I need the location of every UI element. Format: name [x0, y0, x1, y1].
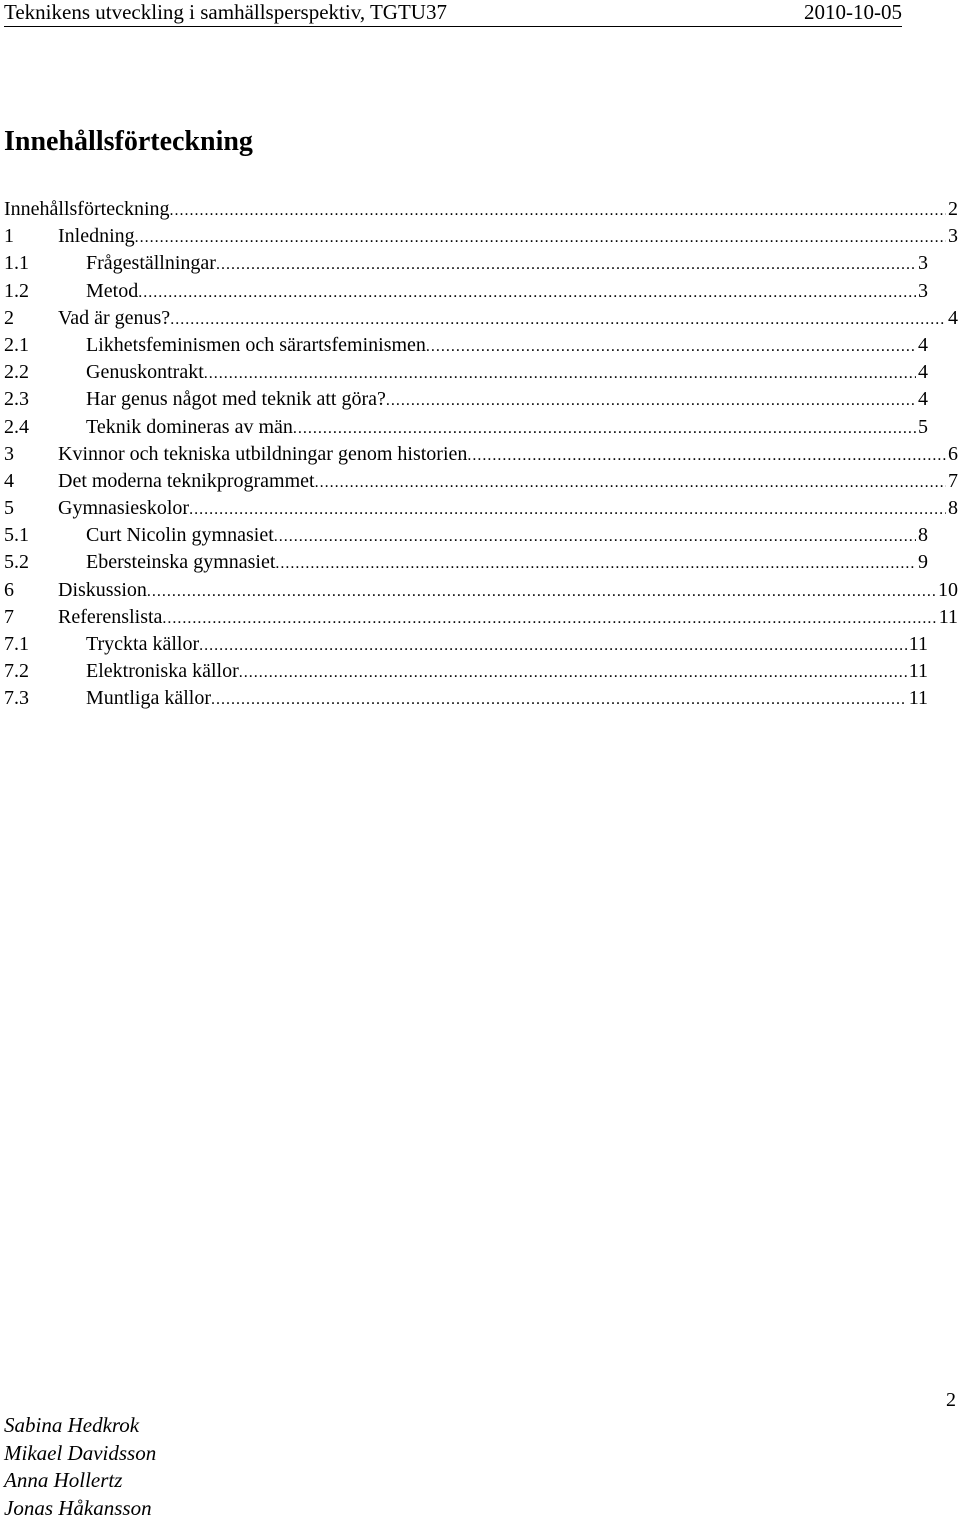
- toc-entry-title: Curt Nicolin gymnasiet: [86, 522, 274, 549]
- toc-entry[interactable]: [4, 658, 958, 685]
- toc-dot-leader: [147, 578, 936, 604]
- toc-entry-title: Har genus något med teknik att göra?: [86, 386, 386, 413]
- toc-entry[interactable]: [4, 196, 958, 223]
- toc-entry-title: Teknik domineras av män: [86, 414, 293, 441]
- toc-entry[interactable]: [4, 577, 958, 604]
- toc-entry-title: Genuskontrakt: [86, 359, 204, 386]
- toc-entry-line: [4, 468, 958, 495]
- toc-entry-title: Kvinnor och tekniska utbildningar genom historien: [58, 441, 467, 468]
- toc-entry[interactable]: [4, 250, 958, 277]
- page-number: 2: [946, 1388, 956, 1412]
- toc-dot-leader: [467, 442, 946, 468]
- toc-entry[interactable]: [4, 495, 958, 522]
- toc-entry-title: Likhetsfeminismen och särartsfeminismen: [86, 332, 426, 359]
- toc-dot-leader: [315, 469, 946, 495]
- toc-entry-page: 10: [936, 577, 958, 604]
- toc-entry-title: Inledning: [58, 223, 135, 250]
- toc-entry-number: 3: [4, 441, 14, 468]
- toc-entry[interactable]: [4, 305, 958, 332]
- toc-dot-leader: [138, 279, 916, 305]
- toc-entry-line: [4, 658, 928, 685]
- toc-entry-line: [4, 223, 958, 250]
- toc-entry-line: [4, 250, 928, 277]
- author-name: Mikael Davidsson: [4, 1440, 156, 1468]
- toc-entry-title: Frågeställningar: [86, 250, 216, 277]
- toc-dot-leader: [135, 224, 946, 250]
- toc-entry-title: Muntliga källor: [86, 685, 211, 712]
- toc-dot-leader: [216, 251, 916, 277]
- toc-entry-title: Gymnasieskolor: [58, 495, 189, 522]
- toc-entry-number: 4: [4, 468, 14, 495]
- toc-dot-leader: [293, 415, 916, 441]
- toc-dot-leader: [275, 550, 916, 576]
- toc-entry-line: [4, 386, 928, 413]
- page-header: [4, 0, 902, 27]
- toc-entry-line: [4, 441, 958, 468]
- toc-entry-page: 7: [946, 468, 958, 495]
- toc-entry-line: [4, 414, 928, 441]
- toc-entry-number: 5.1: [4, 522, 29, 549]
- toc-entry-page: 4: [916, 359, 928, 386]
- toc-entry-number: 2.1: [4, 332, 29, 359]
- toc-entry-line: [4, 522, 928, 549]
- toc-entry-title: Metod: [86, 278, 138, 305]
- toc-entry-number: 2.3: [4, 386, 29, 413]
- toc-entry[interactable]: [4, 441, 958, 468]
- toc-entry-line: [4, 685, 928, 712]
- toc-entry-title: Det moderna teknikprogrammet: [58, 468, 315, 495]
- toc-entry-number: 7.3: [4, 685, 29, 712]
- toc-entry-number: 1: [4, 223, 14, 250]
- toc-entry-number: 2: [4, 305, 14, 332]
- toc-dot-leader: [170, 197, 947, 223]
- toc-entry-page: 8: [946, 495, 958, 522]
- author-name: Anna Hollertz: [4, 1467, 156, 1495]
- toc-entry-number: 1.1: [4, 250, 29, 277]
- toc-heading: Innehållsförteckning: [4, 124, 253, 160]
- toc-entry[interactable]: [4, 414, 958, 441]
- toc-entry-page: 2: [946, 196, 958, 223]
- toc-entry-number: 7: [4, 604, 14, 631]
- toc-entry-page: 8: [916, 522, 928, 549]
- toc-entry-page: 4: [916, 332, 928, 359]
- toc-entry-page: 11: [907, 658, 928, 685]
- toc-entry-number: 5.2: [4, 549, 29, 576]
- toc-entry-title: Ebersteinska gymnasiet: [86, 549, 275, 576]
- toc-entry[interactable]: [4, 359, 958, 386]
- toc-entry-page: 5: [916, 414, 928, 441]
- toc-entry-page: 11: [907, 685, 928, 712]
- toc-entry-number: 2.4: [4, 414, 29, 441]
- toc-dot-leader: [199, 632, 907, 658]
- toc-entry-line: [4, 604, 958, 631]
- toc-entry-page: 3: [946, 223, 958, 250]
- toc-dot-leader: [239, 659, 907, 685]
- toc-entry-page: 11: [907, 631, 928, 658]
- toc-entry[interactable]: [4, 522, 958, 549]
- header-course-title: Teknikens utveckling i samhällsperspektiv, TGTU37: [4, 0, 447, 24]
- toc-entry[interactable]: [4, 549, 958, 576]
- toc-entry-number: 5: [4, 495, 14, 522]
- header-date: 2010-10-05: [804, 0, 902, 24]
- toc-entry-number: 1.2: [4, 278, 29, 305]
- toc-dot-leader: [211, 686, 907, 712]
- toc-entry-title: Elektroniska källor: [86, 658, 239, 685]
- toc-dot-leader: [189, 496, 946, 522]
- toc-entry[interactable]: [4, 332, 958, 359]
- table-of-contents: [4, 196, 958, 713]
- toc-entry-number: 7.1: [4, 631, 29, 658]
- toc-entry-line: [4, 631, 928, 658]
- toc-entry-number: 6: [4, 577, 14, 604]
- toc-entry-title: Diskussion: [58, 577, 147, 604]
- toc-dot-leader: [170, 306, 946, 332]
- toc-entry-page: 9: [916, 549, 928, 576]
- toc-entry-number: 7.2: [4, 658, 29, 685]
- toc-entry-line: [4, 577, 958, 604]
- toc-entry[interactable]: [4, 604, 958, 631]
- toc-dot-leader: [274, 523, 916, 549]
- toc-entry[interactable]: [4, 386, 958, 413]
- toc-entry-line: [4, 549, 928, 576]
- toc-entry-page: 4: [946, 305, 958, 332]
- toc-entry-line: [4, 305, 958, 332]
- toc-entry[interactable]: [4, 278, 958, 305]
- toc-entry[interactable]: [4, 468, 958, 495]
- toc-entry-page: 4: [916, 386, 928, 413]
- toc-entry-page: 6: [946, 441, 958, 468]
- toc-entry-line: [4, 332, 928, 359]
- author-name: Sabina Hedkrok: [4, 1412, 156, 1440]
- toc-dot-leader: [162, 605, 936, 631]
- toc-entry-line: [4, 495, 958, 522]
- toc-entry[interactable]: [4, 223, 958, 250]
- author-name: Jonas Håkansson: [4, 1495, 156, 1522]
- toc-entry-title: Tryckta källor: [86, 631, 199, 658]
- toc-entry-title: Innehållsförteckning: [4, 196, 170, 223]
- toc-entry-page: 11: [937, 604, 958, 631]
- toc-entry-line: [4, 196, 958, 223]
- toc-entry-page: 3: [916, 278, 928, 305]
- author-list: [4, 1412, 156, 1522]
- toc-entry-number: 2.2: [4, 359, 29, 386]
- toc-entry-title: Referenslista: [58, 604, 162, 631]
- toc-dot-leader: [426, 333, 916, 359]
- toc-entry-page: 3: [916, 250, 928, 277]
- toc-dot-leader: [386, 387, 916, 413]
- toc-entry-line: [4, 359, 928, 386]
- toc-dot-leader: [204, 360, 916, 386]
- toc-entry-title: Vad är genus?: [58, 305, 170, 332]
- toc-entry[interactable]: [4, 631, 958, 658]
- toc-entry-line: [4, 278, 928, 305]
- toc-entry[interactable]: [4, 685, 958, 712]
